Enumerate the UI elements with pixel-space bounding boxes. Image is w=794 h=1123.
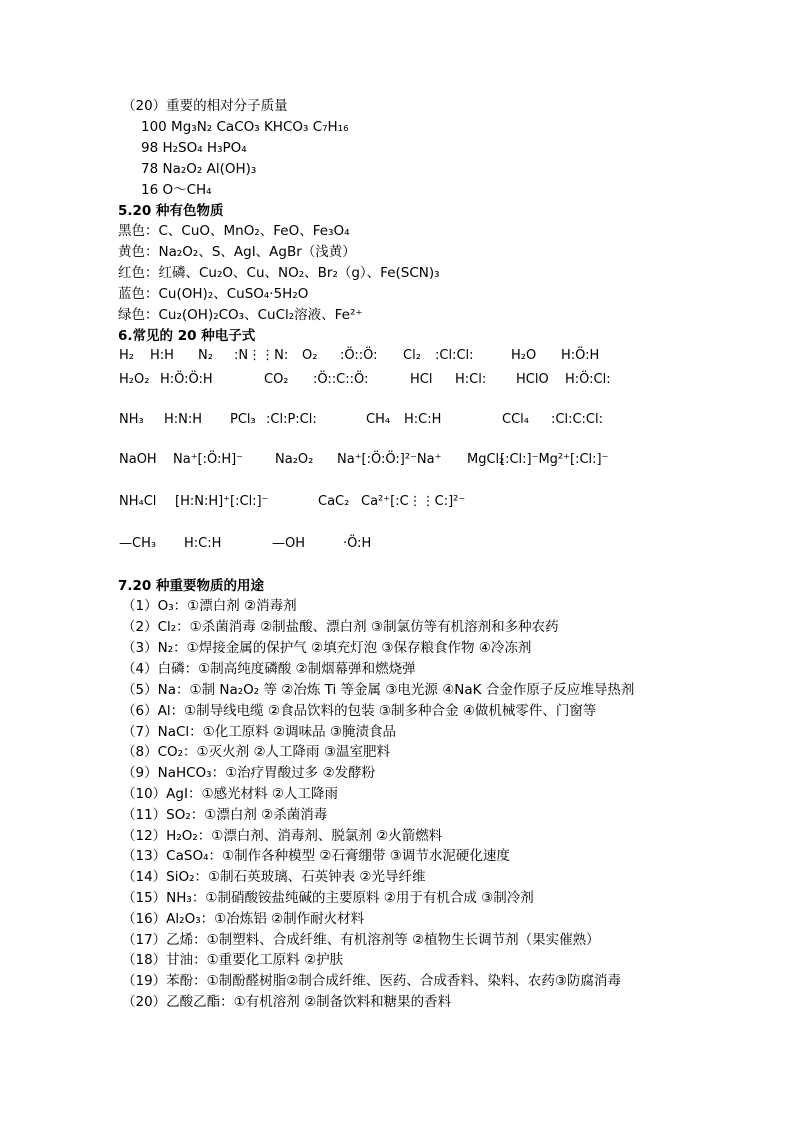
electron-dot-cl2: :Cl:Cl:	[435, 348, 474, 363]
use-item-7: （7）NaCl：①化工原料 ②调味品 ③腌渍食品	[122, 724, 397, 740]
use-item-18: （18）甘油：①重要化工原料 ②护肤	[122, 952, 344, 968]
use-item-20: （20）乙酸乙酯：①有机溶剂 ②制备饮料和糖果的香料	[122, 994, 452, 1010]
color-green: 绿色：Cu₂(OH)₂CO₃、CuCl₂溶液、Fe²⁺	[118, 307, 363, 323]
sec7-title: 7.20 种重要物质的用途	[118, 578, 265, 594]
formula-nh4cl: NH₄Cl	[119, 494, 157, 509]
electron-dot-h2o: H:Ö:H	[561, 348, 600, 363]
electron-dot-ccl4: :Cl:C:Cl:	[551, 412, 603, 427]
formula-na2o2: Na₂O₂	[275, 452, 314, 467]
formula-hydroxyl: —OH	[272, 536, 306, 551]
electron-dot-na2o2: Na⁺[:Ö:Ö:]²⁻Na⁺	[337, 452, 442, 467]
mass-row-98: 98 H₂SO₄ H₃PO₄	[141, 140, 247, 156]
use-item-13: （13）CaSO₄：①制作各种模型 ②石膏绷带 ③调节水泥硬化速度	[122, 848, 510, 864]
use-item-8: （8）CO₂：①灭火剂 ②人工降雨 ③温室肥料	[122, 744, 390, 760]
formula-h2o2: H₂O₂	[119, 372, 150, 387]
use-item-6: （6）Al：①制导线电缆 ②食品饮料的包装 ③制多种合金 ④做机械零件、门窗等	[122, 703, 597, 719]
electron-dot-hcl: H:Cl:	[455, 372, 487, 387]
color-black: 黑色：C、CuO、MnO₂、FeO、Fe₃O₄	[118, 223, 350, 239]
electron-dot-co2: :Ö::C::Ö:	[313, 372, 369, 387]
formula-hclo: HClO	[516, 372, 549, 387]
use-item-19: （19）苯酚：①制酚醛树脂②制合成纤维、医药、合成香料、染料、农药③防腐消毒	[122, 973, 621, 989]
mass-row-78: 78 Na₂O₂ Al(OH)₃	[141, 161, 257, 177]
formula-cl2: Cl₂	[403, 348, 421, 363]
use-item-4: （4）白磷：①制高纯度磷酸 ②制烟幕弹和燃烧弹	[122, 661, 416, 677]
electron-dot-n2: :N⋮⋮N:	[234, 348, 289, 363]
electron-dot-hydroxyl: ·Ö:H	[343, 536, 372, 551]
use-item-11: （11）SO₂：①漂白剂 ②杀菌消毒	[122, 807, 328, 823]
use-item-3: （3）N₂：①焊接金属的保护气 ②填充灯泡 ③保存粮食作物 ④冷冻剂	[122, 640, 532, 656]
use-item-2: （2）Cl₂：①杀菌消毒 ②制盐酸、漂白剂 ③制氯仿等有机溶剂和多种农药	[122, 619, 559, 635]
formula-cac2: CaC₂	[318, 494, 350, 509]
use-item-10: （10）AgI：①感光材料 ②人工降雨	[122, 786, 338, 802]
use-item-9: （9）NaHCO₃：①治疗胃酸过多 ②发酵粉	[122, 765, 376, 781]
electron-dot-ch4: H:C:H	[404, 412, 442, 427]
sec6-title: 6.常见的 20 种电子式	[118, 328, 256, 344]
use-item-15: （15）NH₃：①制硝酸铵盐纯碱的主要原料 ②用于有机合成 ③制冷剂	[122, 890, 534, 906]
use-item-17: （17）乙烯：①制塑料、合成纤维、有机溶剂等 ②植物生长调节剂（果实催熟）	[122, 932, 600, 948]
sec20-title: （20）重要的相对分子质量	[122, 98, 288, 114]
electron-dot-methyl: H:C:H	[184, 536, 222, 551]
formula-ch4: CH₄	[366, 412, 391, 427]
formula-h2o: H₂O	[511, 348, 537, 363]
formula-n2: N₂	[198, 348, 213, 363]
use-item-12: （12）H₂O₂：①漂白剂、消毒剂、脱氯剂 ②火箭燃料	[122, 828, 443, 844]
use-item-1: （1）O₃：①漂白剂 ②消毒剂	[122, 598, 297, 614]
formula-h2: H₂	[119, 348, 134, 363]
electron-dot-hclo: H:Ö:Cl:	[565, 372, 611, 387]
mass-row-100: 100 Mg₃N₂ CaCO₃ KHCO₃ C₇H₁₆	[141, 119, 349, 135]
use-item-14: （14）SiO₂：①制石英玻璃、石英钟表 ②光导纤维	[122, 869, 426, 885]
formula-ccl4: CCl₄	[502, 412, 529, 427]
formula-methyl: —CH₃	[119, 536, 157, 551]
electron-dot-pcl3: :Cl:P:Cl:	[266, 412, 317, 427]
electron-dot-naoh: Na⁺[:Ö:H]⁻	[173, 452, 244, 467]
electron-dot-h2o2: H:Ö:Ö:H	[160, 372, 213, 387]
color-yellow: 黄色：Na₂O₂、S、AgI、AgBr（浅黄）	[118, 244, 356, 260]
formula-o2: O₂	[302, 348, 318, 363]
use-item-16: （16）Al₂O₃：①冶炼铝 ②制作耐火材料	[122, 911, 365, 927]
mass-row-16: 16 O～CH₄	[141, 182, 212, 198]
formula-pcl3: PCl₃	[230, 412, 256, 427]
electron-dot-nh3: H:N:H	[164, 412, 203, 427]
sec5-title: 5.20 种有色物质	[118, 203, 224, 219]
electron-dot-h2: H:H	[150, 348, 174, 363]
color-red: 红色：红磷、Cu₂O、Cu、NO₂、Br₂（g）、Fe(SCN)₃	[118, 265, 440, 281]
formula-naoh: NaOH	[119, 452, 157, 467]
color-blue: 蓝色：Cu(OH)₂、CuSO₄·5H₂O	[118, 286, 309, 302]
electron-dot-mgcl2: [:Cl:]⁻Mg²⁺[:Cl:]⁻	[500, 452, 609, 467]
formula-nh3: NH₃	[119, 412, 144, 427]
use-item-5: （5）Na：①制 Na₂O₂ 等 ②冶炼 Ti 等金属 ③电光源 ④NaK 合金作原子反应堆导热剂	[122, 682, 635, 698]
formula-hcl: HCl	[410, 372, 433, 387]
formula-co2: CO₂	[264, 372, 289, 387]
electron-dot-o2: :Ö::Ö:	[340, 348, 378, 363]
formula-mgcl2: MgCl₂	[467, 452, 505, 467]
electron-dot-cac2: Ca²⁺[:C⋮⋮C:]²⁻	[361, 494, 466, 509]
electron-dot-nh4cl: [H:N:H]⁺[:Cl:]⁻	[175, 494, 269, 509]
